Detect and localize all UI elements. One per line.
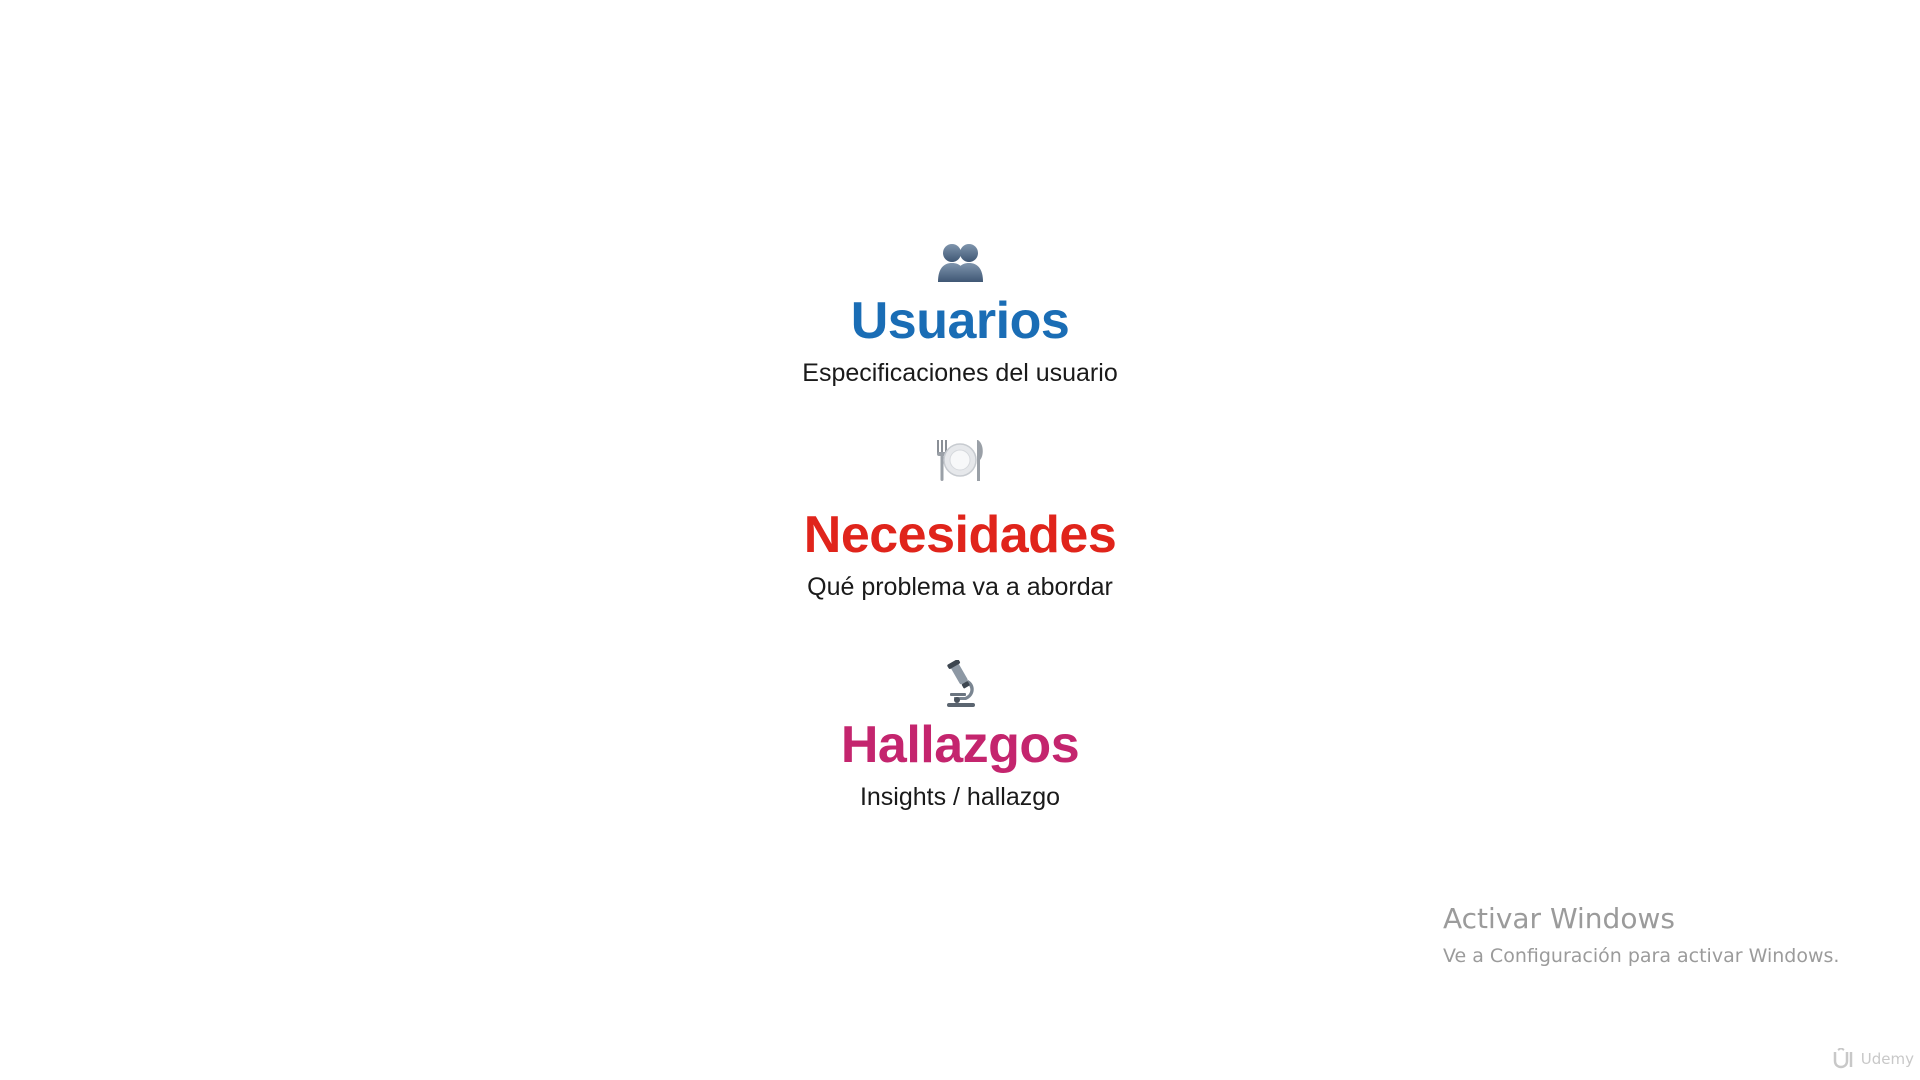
udemy-logo-text: Udemy [1860, 1050, 1914, 1068]
section-usuarios [0, 238, 1920, 386]
section-necesidades [0, 436, 1920, 600]
section-title: Necesidades [803, 506, 1117, 564]
section-title: Usuarios [850, 292, 1070, 350]
users-icon [932, 238, 988, 286]
udemy-logo-icon [1831, 1048, 1857, 1070]
microscope-icon [932, 660, 988, 708]
section-title: Hallazgos [840, 716, 1080, 774]
watermark-title: Activar Windows [1443, 902, 1675, 935]
section-subtitle: Qué problema va a abordar [807, 573, 1113, 601]
windows-activation-watermark [1443, 902, 1840, 967]
section-hallazgos [0, 660, 1920, 810]
section-subtitle: Insights / hallazgo [859, 783, 1061, 811]
section-subtitle: Especificaciones del usuario [802, 359, 1118, 387]
plate-cutlery-icon [932, 436, 988, 484]
udemy-logo [1831, 1048, 1914, 1070]
watermark-subtitle: Ve a Configuración para activar Windows. [1443, 945, 1840, 967]
